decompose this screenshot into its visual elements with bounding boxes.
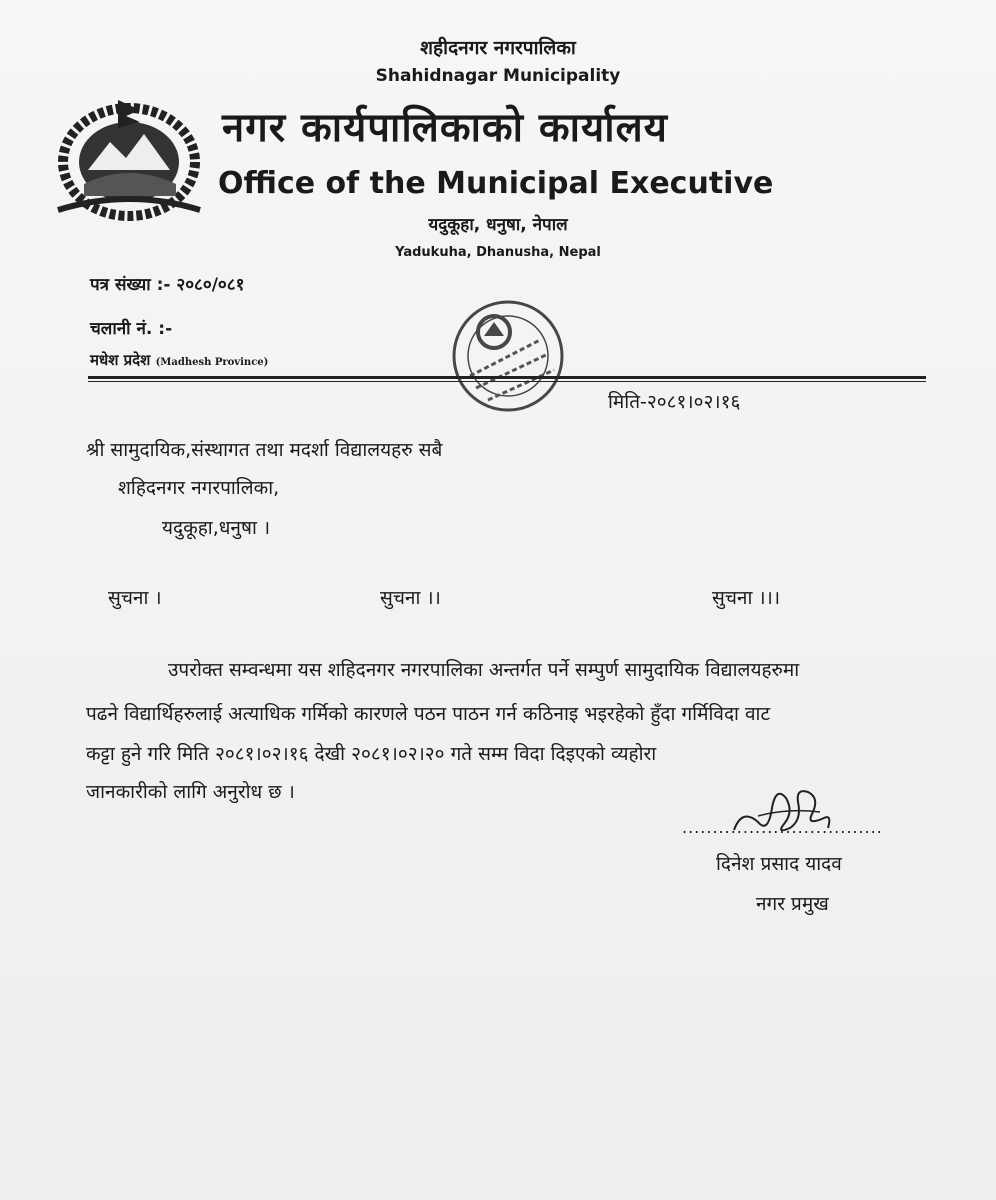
municipality-name-en: Shahidnagar Municipality xyxy=(375,66,621,86)
letter-date: मिति-२०८१।०२।१६ xyxy=(608,391,741,413)
body-line-3: कट्टा हुने गरि मिति २०८१।०२।१६ देखी २०८१।०२।२० गते सम्म विदा दिइएको व्यहोरा xyxy=(86,743,657,765)
signatory-title: नगर प्रमुख xyxy=(756,893,829,915)
body-line-4: जानकारीको लागि अनुरोध छ । xyxy=(86,781,295,803)
signatory-name: दिनेश प्रसाद यादव xyxy=(716,853,842,875)
office-title-en: Office of the Municipal Executive xyxy=(218,166,774,201)
dispatch-number: चलानी नं. :- xyxy=(90,319,173,339)
address-en: Yadukuha, Dhanusha, Nepal xyxy=(395,245,601,260)
notice-label-1: सुचना । xyxy=(108,587,162,609)
notice-label-2: सुचना ।। xyxy=(380,587,441,609)
body-line-1: उपरोक्त सम्वन्धमा यस शहिदनगर नगरपालिका अन्तर्गत पर्ने सम्पुर्ण सामुदायिक विद्यालयहरुमा xyxy=(168,659,800,681)
header-divider xyxy=(88,376,926,379)
signature-line: ................................. xyxy=(682,818,883,837)
province-label xyxy=(90,350,268,370)
address-np: यदुकूहा, धनुषा, नेपाल xyxy=(428,215,568,235)
province-np: मधेश प्रदेश xyxy=(90,351,151,369)
notice-label-3: सुचना ।।। xyxy=(712,587,781,609)
letter-number: पत्र संख्या :- २०८०/०८१ xyxy=(90,275,245,295)
official-stamp-icon xyxy=(430,296,590,426)
body-line-2: पढने विद्यार्थिहरुलाई अत्याधिक गर्मिको कारणले पठन पाठन गर्न कठिनाइ भइरहेको हुँदा गर्मिविदा वाट xyxy=(86,703,771,725)
recipient-line-1: श्री सामुदायिक,संस्थागत तथा मदर्शा विद्यालयहरु सबै xyxy=(86,439,443,461)
province-en: (Madhesh Province) xyxy=(155,357,269,368)
nepal-emblem-icon xyxy=(48,92,210,224)
recipient-line-2: शहिदनगर नगरपालिका, xyxy=(118,477,280,499)
office-title-np: नगर कार्यपालिकाको कार्यालय xyxy=(222,105,668,151)
municipality-name-np: शहीदनगर नगरपालिका xyxy=(420,37,576,59)
header-divider-thin xyxy=(88,381,926,382)
recipient-line-3: यदुकूहा,धनुषा । xyxy=(162,517,271,539)
